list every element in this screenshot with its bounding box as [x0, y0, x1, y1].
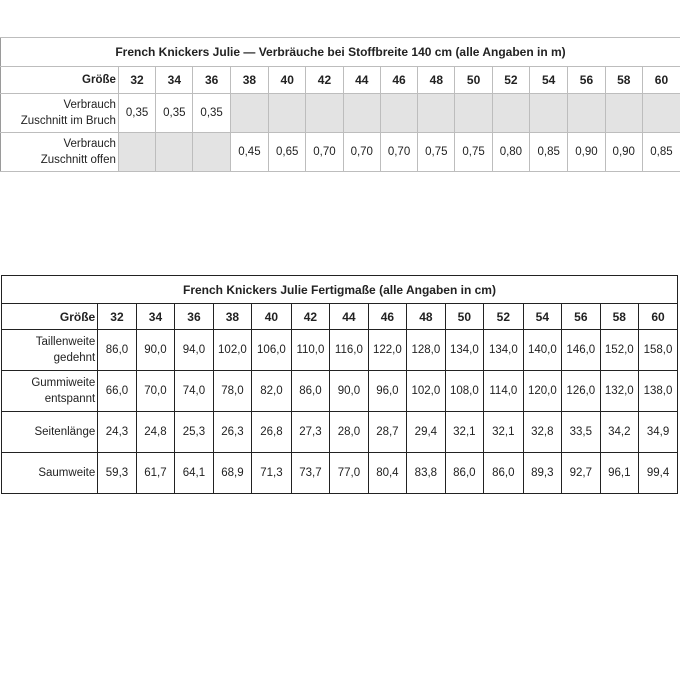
value-cell	[306, 94, 343, 133]
value-cell: 59,3	[98, 453, 136, 494]
value-cell	[193, 133, 230, 172]
size-header-cell: 50	[455, 67, 492, 94]
value-cell: 108,0	[445, 371, 483, 412]
value-cell: 152,0	[600, 330, 638, 371]
value-cell: 34,2	[600, 412, 638, 453]
value-cell: 114,0	[484, 371, 524, 412]
value-cell: 28,7	[368, 412, 406, 453]
row-label-line: Zuschnitt im Bruch	[20, 115, 116, 127]
value-cell: 96,1	[600, 453, 638, 494]
value-cell	[118, 133, 155, 172]
value-cell: 66,0	[98, 371, 136, 412]
row-label	[1, 94, 119, 133]
size-header-label: Größe	[2, 304, 98, 330]
value-cell: 86,0	[445, 453, 483, 494]
size-header-cell: 56	[568, 67, 605, 94]
size-header-cell: 34	[136, 304, 174, 330]
value-cell	[530, 94, 568, 133]
value-cell: 0,80	[492, 133, 529, 172]
measurements-title: French Knickers Julie Fertigmaße (alle Angaben in cm)	[2, 276, 678, 304]
value-cell: 138,0	[639, 371, 678, 412]
value-cell: 83,8	[407, 453, 445, 494]
row-label-line: entspannt	[44, 393, 96, 405]
size-header-cell: 42	[291, 304, 329, 330]
value-cell	[380, 94, 417, 133]
value-cell	[642, 94, 680, 133]
value-cell: 0,90	[605, 133, 642, 172]
value-cell: 158,0	[639, 330, 678, 371]
row-label-line: Zuschnitt offen	[40, 154, 116, 166]
value-cell: 61,7	[136, 453, 174, 494]
value-cell: 132,0	[600, 371, 638, 412]
value-cell: 0,70	[343, 133, 380, 172]
value-cell: 128,0	[407, 330, 445, 371]
size-header-cell: 42	[306, 67, 343, 94]
size-header-cell: 60	[642, 67, 680, 94]
value-cell	[492, 94, 529, 133]
row-label	[2, 371, 98, 412]
size-header-cell: 48	[418, 67, 455, 94]
value-cell: 126,0	[562, 371, 600, 412]
size-header-cell: 46	[368, 304, 406, 330]
value-cell	[418, 94, 455, 133]
value-cell: 90,0	[136, 330, 174, 371]
value-cell: 89,3	[523, 453, 561, 494]
size-header-cell: 36	[175, 304, 213, 330]
size-header-cell: 52	[484, 304, 524, 330]
value-cell: 32,1	[445, 412, 483, 453]
value-cell: 70,0	[136, 371, 174, 412]
value-cell	[568, 94, 605, 133]
size-header-label: Größe	[1, 67, 119, 94]
value-cell: 0,45	[230, 133, 268, 172]
value-cell: 24,8	[136, 412, 174, 453]
value-cell	[343, 94, 380, 133]
value-cell: 82,0	[252, 371, 292, 412]
measurements-table	[1, 275, 678, 494]
size-header-cell: 46	[380, 67, 417, 94]
value-cell: 102,0	[213, 330, 251, 371]
value-cell: 28,0	[330, 412, 368, 453]
value-cell: 146,0	[562, 330, 600, 371]
value-cell: 96,0	[368, 371, 406, 412]
size-header-cell: 54	[523, 304, 561, 330]
value-cell: 26,3	[213, 412, 251, 453]
value-cell: 86,0	[484, 453, 524, 494]
size-header-cell: 58	[605, 67, 642, 94]
value-cell: 64,1	[175, 453, 213, 494]
row-label-line: Seitenlänge	[34, 426, 96, 438]
value-cell: 140,0	[523, 330, 561, 371]
value-cell: 25,3	[175, 412, 213, 453]
value-cell	[230, 94, 268, 133]
value-cell: 78,0	[213, 371, 251, 412]
size-header-cell: 58	[600, 304, 638, 330]
value-cell: 0,75	[455, 133, 492, 172]
row-label-line: Gummiweite	[31, 377, 96, 389]
value-cell	[269, 94, 306, 133]
value-cell: 34,9	[639, 412, 678, 453]
value-cell: 26,8	[252, 412, 292, 453]
size-header-cell: 32	[118, 67, 155, 94]
value-cell: 0,90	[568, 133, 605, 172]
value-cell: 102,0	[407, 371, 445, 412]
value-cell: 94,0	[175, 330, 213, 371]
value-cell: 86,0	[291, 371, 329, 412]
value-cell: 32,8	[523, 412, 561, 453]
row-label	[2, 453, 98, 494]
value-cell: 24,3	[98, 412, 136, 453]
value-cell: 134,0	[445, 330, 483, 371]
size-header-cell: 44	[330, 304, 368, 330]
row-label	[2, 330, 98, 371]
size-header-cell: 48	[407, 304, 445, 330]
size-header-cell: 54	[530, 67, 568, 94]
consumption-table	[0, 37, 680, 172]
value-cell: 120,0	[523, 371, 561, 412]
size-header-cell: 32	[98, 304, 136, 330]
value-cell: 0,35	[193, 94, 230, 133]
size-header-cell: 60	[639, 304, 678, 330]
value-cell: 110,0	[291, 330, 329, 371]
row-label-line: Verbrauch	[63, 99, 116, 111]
row-label-line: Verbrauch	[63, 138, 116, 150]
value-cell: 116,0	[330, 330, 368, 371]
value-cell: 73,7	[291, 453, 329, 494]
value-cell: 77,0	[330, 453, 368, 494]
value-cell: 122,0	[368, 330, 406, 371]
size-header-cell: 44	[343, 67, 380, 94]
value-cell: 0,75	[418, 133, 455, 172]
value-cell: 0,85	[530, 133, 568, 172]
value-cell: 0,70	[306, 133, 343, 172]
value-cell: 27,3	[291, 412, 329, 453]
size-header-cell: 36	[193, 67, 230, 94]
row-label	[2, 412, 98, 453]
value-cell: 0,70	[380, 133, 417, 172]
size-header-cell: 50	[445, 304, 483, 330]
size-header-cell: 34	[156, 67, 193, 94]
row-label-line: gedehnt	[53, 352, 96, 364]
size-header-cell: 40	[269, 67, 306, 94]
row-label-line: Taillenweite	[35, 336, 96, 348]
value-cell: 71,3	[252, 453, 292, 494]
value-cell: 86,0	[98, 330, 136, 371]
value-cell	[156, 133, 193, 172]
consumption-title: French Knickers Julie — Verbräuche bei Stoffbreite 140 cm (alle Angaben in m)	[1, 38, 680, 67]
value-cell: 32,1	[484, 412, 524, 453]
value-cell	[605, 94, 642, 133]
value-cell: 106,0	[252, 330, 292, 371]
value-cell: 92,7	[562, 453, 600, 494]
value-cell: 68,9	[213, 453, 251, 494]
size-header-cell: 38	[213, 304, 251, 330]
value-cell: 74,0	[175, 371, 213, 412]
value-cell: 0,35	[156, 94, 193, 133]
value-cell: 99,4	[639, 453, 678, 494]
value-cell	[455, 94, 492, 133]
row-label-line: Saumweite	[38, 467, 96, 479]
value-cell: 0,65	[269, 133, 306, 172]
value-cell: 0,35	[118, 94, 155, 133]
value-cell: 134,0	[484, 330, 524, 371]
size-header-cell: 38	[230, 67, 268, 94]
value-cell: 33,5	[562, 412, 600, 453]
row-label	[1, 133, 119, 172]
value-cell: 90,0	[330, 371, 368, 412]
size-header-cell: 52	[492, 67, 529, 94]
value-cell: 29,4	[407, 412, 445, 453]
size-header-cell: 56	[562, 304, 600, 330]
value-cell: 0,85	[642, 133, 680, 172]
size-header-cell: 40	[252, 304, 292, 330]
value-cell: 80,4	[368, 453, 406, 494]
